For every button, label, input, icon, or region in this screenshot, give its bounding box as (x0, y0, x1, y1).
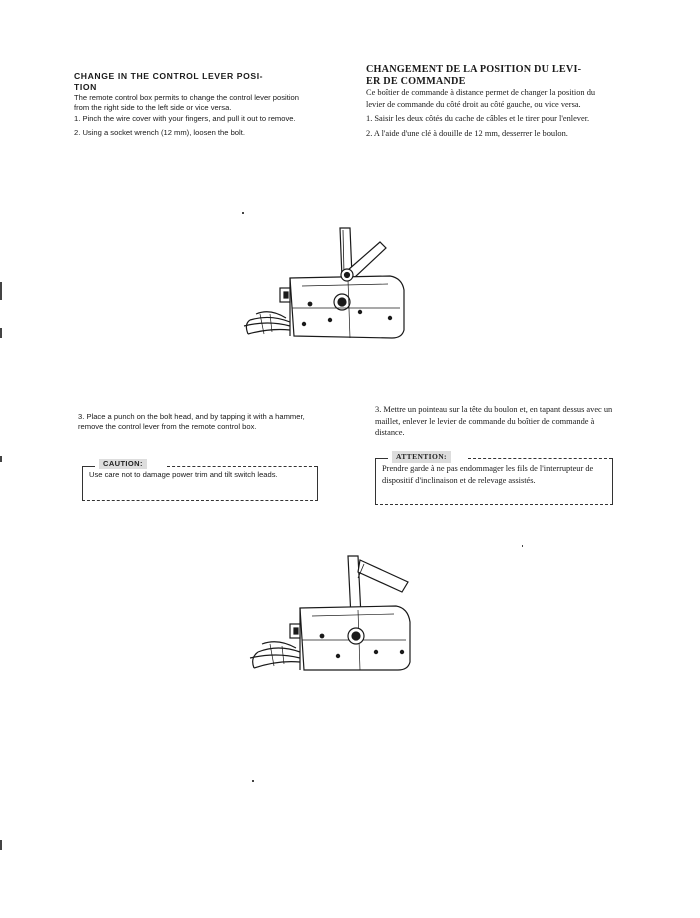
remote-control-box-figure-2 (238, 548, 438, 698)
english-caution-title: CAUTION: (99, 459, 147, 469)
french-attention-title: ATTENTION: (392, 451, 451, 463)
french-step-2: 2. A l'aide d'une clé à douille de 12 mm, desserrer le boulon. (366, 128, 568, 138)
english-caution-box (82, 459, 318, 501)
english-caution-text: Use care not to damage power trim and tilt switch leads. (89, 470, 278, 479)
scan-speck (522, 545, 523, 547)
scan-mark (0, 456, 2, 462)
french-step-1: 1. Saisir les deux côtés du cache de câbles et le tirer pour l'enlever. (366, 114, 590, 124)
french-attention-box (375, 452, 613, 505)
french-section-bottom (375, 404, 613, 439)
english-section-top (74, 71, 314, 139)
french-attention-text: Prendre garde à ne pas endommager les fils de l'interrupteur de dispositif d'inclinaison et de relevage assistés. (382, 464, 594, 485)
scan-speck (242, 212, 244, 214)
scan-mark (0, 840, 2, 850)
english-heading: CHANGE IN THE CONTROL LEVER POSI- TION (74, 71, 264, 92)
french-heading: CHANGEMENT DE LA POSITION DU LEVI- ER DE COMMANDE (366, 64, 582, 87)
french-step-3: 3. Mettre un pointeau sur la tête du boulon et, en tapant dessus avec un maillet, enlever le levier de commande du boîtier de commande à distance. (375, 405, 613, 438)
english-step-2: 2. Using a socket wrench (12 mm), loosen the bolt. (74, 128, 245, 138)
english-intro: The remote control box permits to change the control lever position from the right side to the left side or vice versa. (74, 93, 299, 113)
english-section-bottom (78, 412, 318, 433)
english-step-3: 3. Place a punch on the bolt head, and by tapping it with a hammer, remove the control lever from the remote control box. (78, 412, 305, 432)
scan-speck (252, 780, 254, 782)
french-intro: Ce boîtier de commande à distance permet de changer la position du levier de commande du côté droit au côté gauche, ou vice versa. (366, 88, 596, 109)
scan-mark (0, 328, 2, 338)
scan-mark (0, 282, 2, 300)
french-section-top (366, 64, 606, 139)
english-step-1: 1. Pinch the wire cover with your fingers, and pull it out to remove. (74, 113, 296, 123)
remote-control-box-figure-1 (230, 210, 450, 350)
